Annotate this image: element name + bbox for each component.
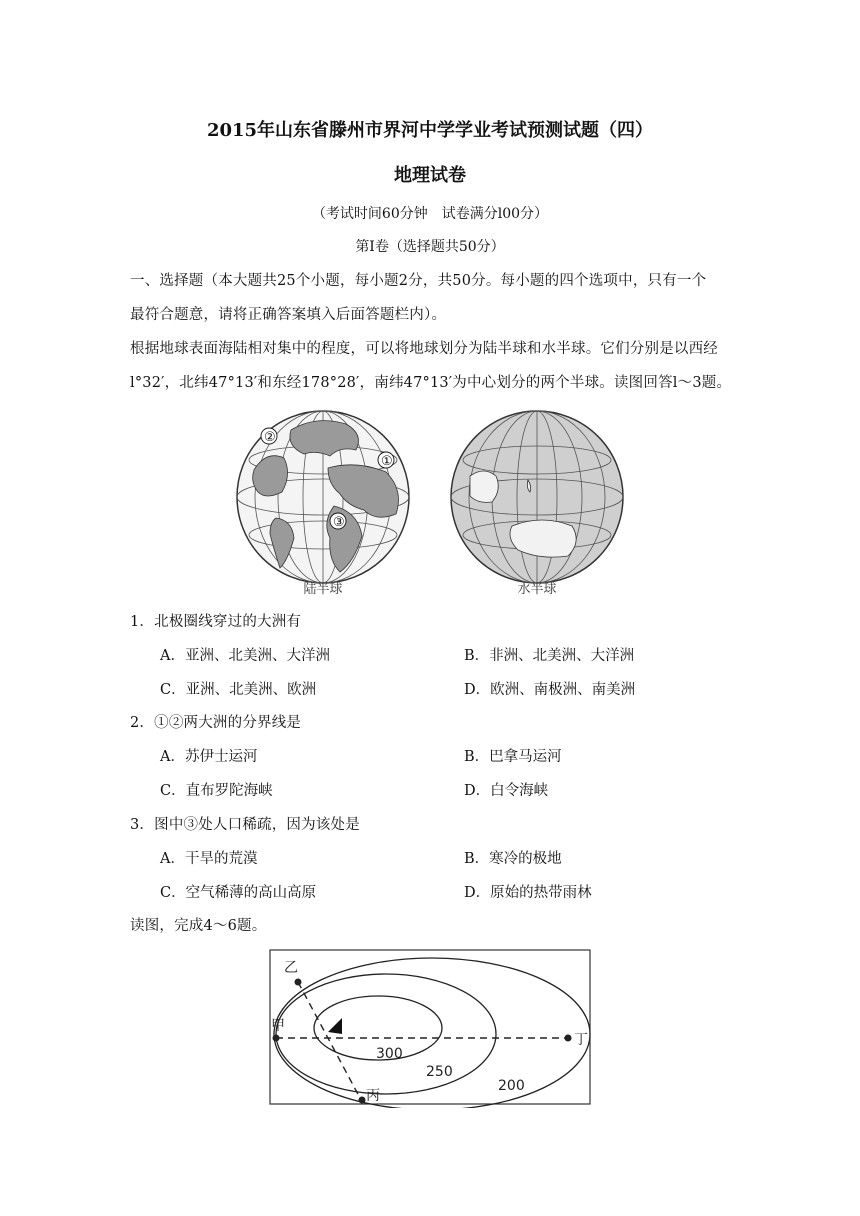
point-label-bing: 丙 — [366, 1088, 380, 1104]
contour-map-figure — [268, 948, 594, 1108]
point-bing-dot — [359, 1097, 366, 1104]
question-1-option-a: A．亚洲、北美洲、大洋洲 — [160, 648, 330, 664]
land-hemisphere-globe — [237, 411, 409, 583]
part-title: 第Ⅰ卷（选择题共50分） — [355, 239, 505, 255]
question-2-option-d: D．白令海峡 — [464, 783, 549, 799]
contour-label-300: 300 — [376, 1046, 403, 1062]
point-jia-dot — [273, 1035, 280, 1042]
question-2-option-a: A．苏伊士运河 — [160, 749, 258, 765]
point-yi-dot — [295, 979, 302, 986]
question-3-option-c: C．空气稀薄的高山高原 — [160, 885, 317, 901]
paper-subtitle: 地理试卷 — [394, 165, 466, 186]
question-1-option-d: D．欧洲、南极洲、南美洲 — [464, 682, 636, 698]
question-3-stem: 3．图中③处人口稀疏，因为该处是 — [130, 817, 360, 833]
paper-title: 2015年山东省滕州市界河中学学业考试预测试题（四） — [206, 120, 654, 141]
intro-line-2: l°32′，北纬47°13′和东经178°28′，南纬47°13′为中心划分的两个半球。读图回答l～3题。 — [130, 375, 732, 391]
intro-line-1: 根据地球表面海陆相对集中的程度，可以将地球划分为陆半球和水半球。它们分别是以西经 — [130, 341, 718, 357]
question-3-option-b: B．寒冷的极地 — [464, 851, 562, 867]
question-1-option-b: B．非洲、北美洲、大洋洲 — [464, 648, 635, 664]
question-3-option-a: A．干旱的荒漠 — [160, 851, 258, 867]
question-1-stem: 1．北极圈线穿过的大洲有 — [130, 614, 302, 630]
question-2-option-c: C．直布罗陀海峡 — [160, 783, 273, 799]
contour-label-200: 200 — [498, 1078, 525, 1094]
question-3-option-d: D．原始的热带雨林 — [464, 885, 592, 901]
point-ding-dot — [565, 1035, 572, 1042]
hemispheres-figure — [236, 410, 626, 600]
water-hemisphere-label: 水半球 — [517, 582, 557, 597]
contour-label-250: 250 — [426, 1064, 453, 1080]
point-label-yi: 乙 — [284, 960, 298, 976]
marker-1: ① — [381, 454, 393, 469]
question-1-option-c: C．亚洲、北美洲、欧洲 — [160, 682, 317, 698]
point-label-ding: 丁 — [574, 1032, 588, 1048]
marker-3: ③ — [333, 515, 345, 530]
exam-info: （考试时间60分钟 试卷满分l00分） — [311, 206, 549, 222]
question-2-stem: 2．①②两大洲的分界线是 — [130, 715, 302, 731]
question-2-option-b: B．巴拿马运河 — [464, 749, 562, 765]
marker-2: ② — [264, 430, 276, 445]
intro-figure-2: 读图，完成4～6题。 — [130, 918, 267, 934]
instructions-line-2: 最符合题意，请将正确答案填入后面答题栏内）。 — [130, 307, 447, 323]
land-hemisphere-label: 陆半球 — [303, 582, 343, 597]
water-hemisphere-globe — [451, 411, 623, 583]
instructions-line-1: 一、选择题（本大题共25个小题，每小题2分，共50分。每小题的四个选项中，只有一个 — [130, 273, 707, 289]
point-label-jia: 甲 — [271, 1018, 285, 1034]
